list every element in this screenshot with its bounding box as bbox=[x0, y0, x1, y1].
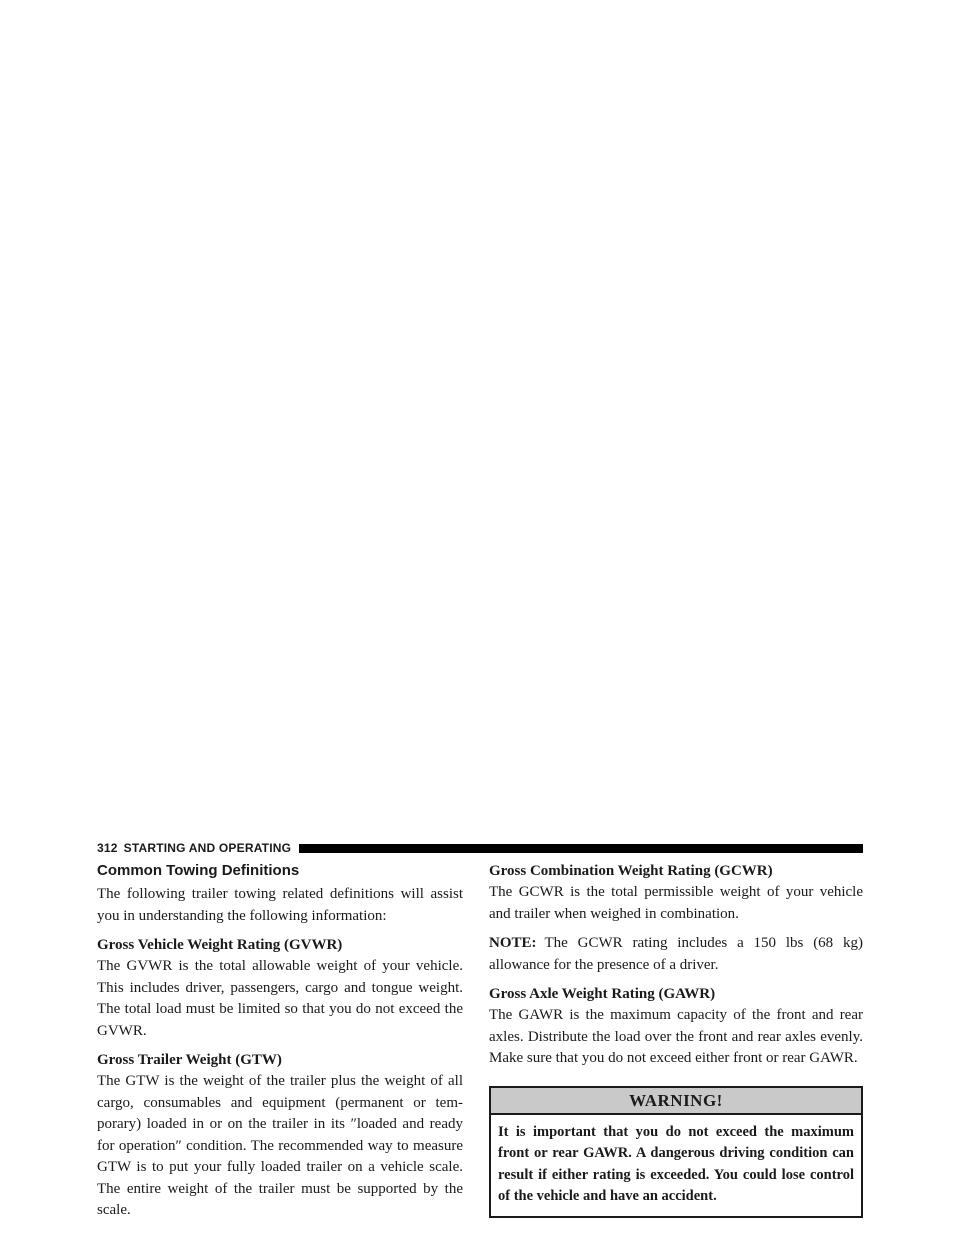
note-paragraph bbox=[489, 933, 863, 976]
gawr-paragraph: The GAWR is the maximum capacity of the front and rear axles. Distribute the load over the front and rear axles evenly. Make sure that you do not exceed either front or rear GAWR. bbox=[489, 1007, 863, 1066]
right-column bbox=[489, 861, 863, 1218]
warning-box bbox=[489, 1086, 863, 1218]
gvwr-paragraph: The GVWR is the total allowable weight of your vehicle. This includes driver, passengers, cargo and tongue weight. The total load must be limited so that you do not exceed the GVWR. bbox=[97, 958, 463, 1039]
page-number: 312 bbox=[97, 841, 118, 855]
section-title: STARTING AND OPERATING bbox=[123, 841, 292, 855]
note-label: NOTE: bbox=[489, 935, 537, 951]
gcwr-paragraph: The GCWR is the total permissible weight of your vehicle and trailer when weighed in combination. bbox=[489, 884, 863, 922]
note-text: The GCWR rating includes a 150 lbs (68 kg) allowance for the presence of a driver. bbox=[489, 935, 863, 973]
left-column bbox=[97, 861, 463, 1230]
section-heading: Common Towing Definitions bbox=[97, 862, 300, 879]
warning-title: WARNING! bbox=[491, 1088, 861, 1115]
gvwr-heading: Gross Vehicle Weight Rating (GVWR) bbox=[97, 937, 343, 953]
gawr-heading: Gross Axle Weight Rating (GAWR) bbox=[489, 986, 716, 1002]
header-rule bbox=[299, 844, 863, 853]
gtw-heading: Gross Trailer Weight (GTW) bbox=[97, 1052, 282, 1068]
gtw-paragraph: The GTW is the weight of the trailer plus the weight of all cargo, consumables and equipment (permanent or tem-porary) loaded in or on the trailer in its ″loaded and ready for operation″ condition. The recommended way to measure GTW is to put your fully loaded trailer on a vehicle scale. The entire weight of the trailer must be supported by the scale. bbox=[97, 1073, 463, 1218]
warning-text: It is important that you do not exceed the maximum front or rear GAWR. A dangerous driving condition can result if either rating is exceeded. You could lose control of the vehicle and have an accident. bbox=[498, 1123, 854, 1204]
intro-paragraph: The following trailer towing related definitions will assist you in understanding the following information: bbox=[97, 886, 463, 924]
page-header bbox=[97, 840, 863, 856]
gcwr-heading: Gross Combination Weight Rating (GCWR) bbox=[489, 863, 773, 879]
